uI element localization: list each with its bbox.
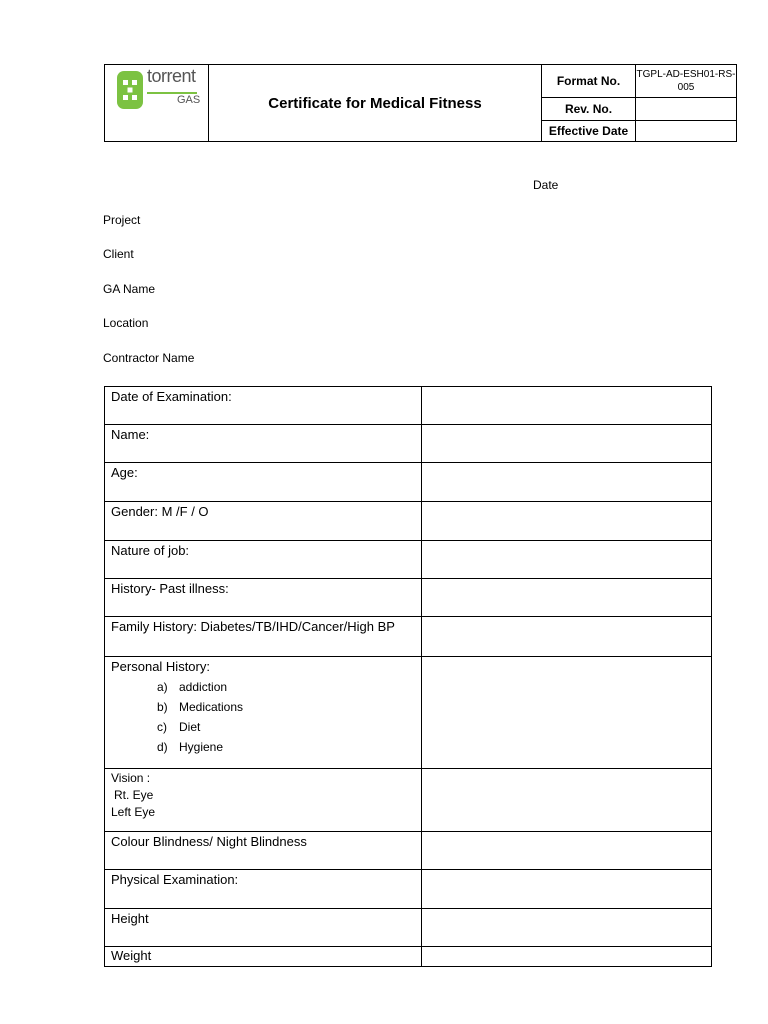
document-title: Certificate for Medical Fitness [209, 65, 542, 141]
format-no-value: TGPL-AD-ESH01-RS-005 [636, 69, 736, 93]
rev-no-value[interactable] [636, 98, 736, 120]
list-item: d) Hygiene [157, 740, 224, 754]
client-label: Client [103, 247, 134, 261]
project-label: Project [103, 213, 141, 227]
document-header [104, 64, 737, 142]
date-label: Date [533, 178, 559, 192]
physical-examination-field[interactable] [422, 870, 711, 908]
table-row [105, 832, 711, 870]
table-row [105, 617, 711, 657]
personal-history-cell [105, 657, 422, 768]
torrent-gas-logo-icon [117, 71, 143, 109]
location-label: Location [103, 316, 149, 330]
format-no-row [542, 65, 736, 98]
name-field[interactable] [422, 425, 711, 462]
weight-label: Weight [105, 947, 422, 966]
weight-field[interactable] [422, 947, 711, 966]
age-field[interactable] [422, 463, 711, 501]
height-field[interactable] [422, 909, 711, 946]
table-row [105, 502, 711, 541]
list-item: b) Medications [157, 700, 244, 714]
name-label: Name: [105, 425, 422, 462]
list-item: c) Diet [157, 720, 201, 734]
logo-cell [105, 65, 209, 141]
contractor-name-label: Contractor Name [103, 351, 195, 365]
gender-field[interactable] [422, 502, 711, 540]
table-row [105, 870, 711, 909]
vision-label: Vision : [111, 771, 151, 785]
height-label: Height [105, 909, 422, 946]
family-history-label: Family History: Diabetes/TB/IHD/Cancer/High BP [105, 617, 422, 656]
personal-history-field[interactable] [422, 657, 711, 768]
left-eye-label: Left Eye [111, 805, 156, 819]
rev-no-label: Rev. No. [542, 98, 636, 120]
effective-date-label: Effective Date [542, 121, 636, 141]
effective-date-row [542, 121, 736, 141]
vision-field[interactable] [422, 769, 711, 831]
table-row [105, 387, 711, 425]
date-of-examination-field[interactable] [422, 387, 711, 424]
colour-blindness-field[interactable] [422, 832, 711, 869]
age-label: Age: [105, 463, 422, 501]
family-history-field[interactable] [422, 617, 711, 656]
effective-date-value[interactable] [636, 121, 736, 141]
logo-wordmark: torrent [147, 66, 196, 86]
nature-of-job-field[interactable] [422, 541, 711, 578]
list-item: a) addiction [157, 680, 228, 694]
history-past-illness-label: History- Past illness: [105, 579, 422, 616]
vision-cell [105, 769, 422, 831]
date-of-examination-label: Date of Examination: [105, 387, 422, 424]
personal-history-list [111, 678, 415, 758]
table-row [105, 657, 711, 769]
table-row [105, 909, 711, 947]
rt-eye-label: Rt. Eye [114, 788, 154, 802]
table-row [105, 425, 711, 463]
personal-history-label: Personal History: [111, 659, 210, 674]
colour-blindness-label: Colour Blindness/ Night Blindness [105, 832, 422, 869]
table-row [105, 579, 711, 617]
physical-examination-label: Physical Examination: [105, 870, 422, 908]
logo-subtext: GAS [177, 94, 201, 106]
format-no-label: Format No. [542, 65, 636, 97]
table-row [105, 463, 711, 502]
gender-label: Gender: M /F / O [105, 502, 422, 540]
history-past-illness-field[interactable] [422, 579, 711, 616]
table-row [105, 541, 711, 579]
rev-no-row [542, 98, 736, 121]
table-row [105, 947, 711, 967]
table-row [105, 769, 711, 832]
medical-fitness-table [104, 386, 712, 967]
nature-of-job-label: Nature of job: [105, 541, 422, 578]
ga-name-label: GA Name [103, 282, 156, 296]
